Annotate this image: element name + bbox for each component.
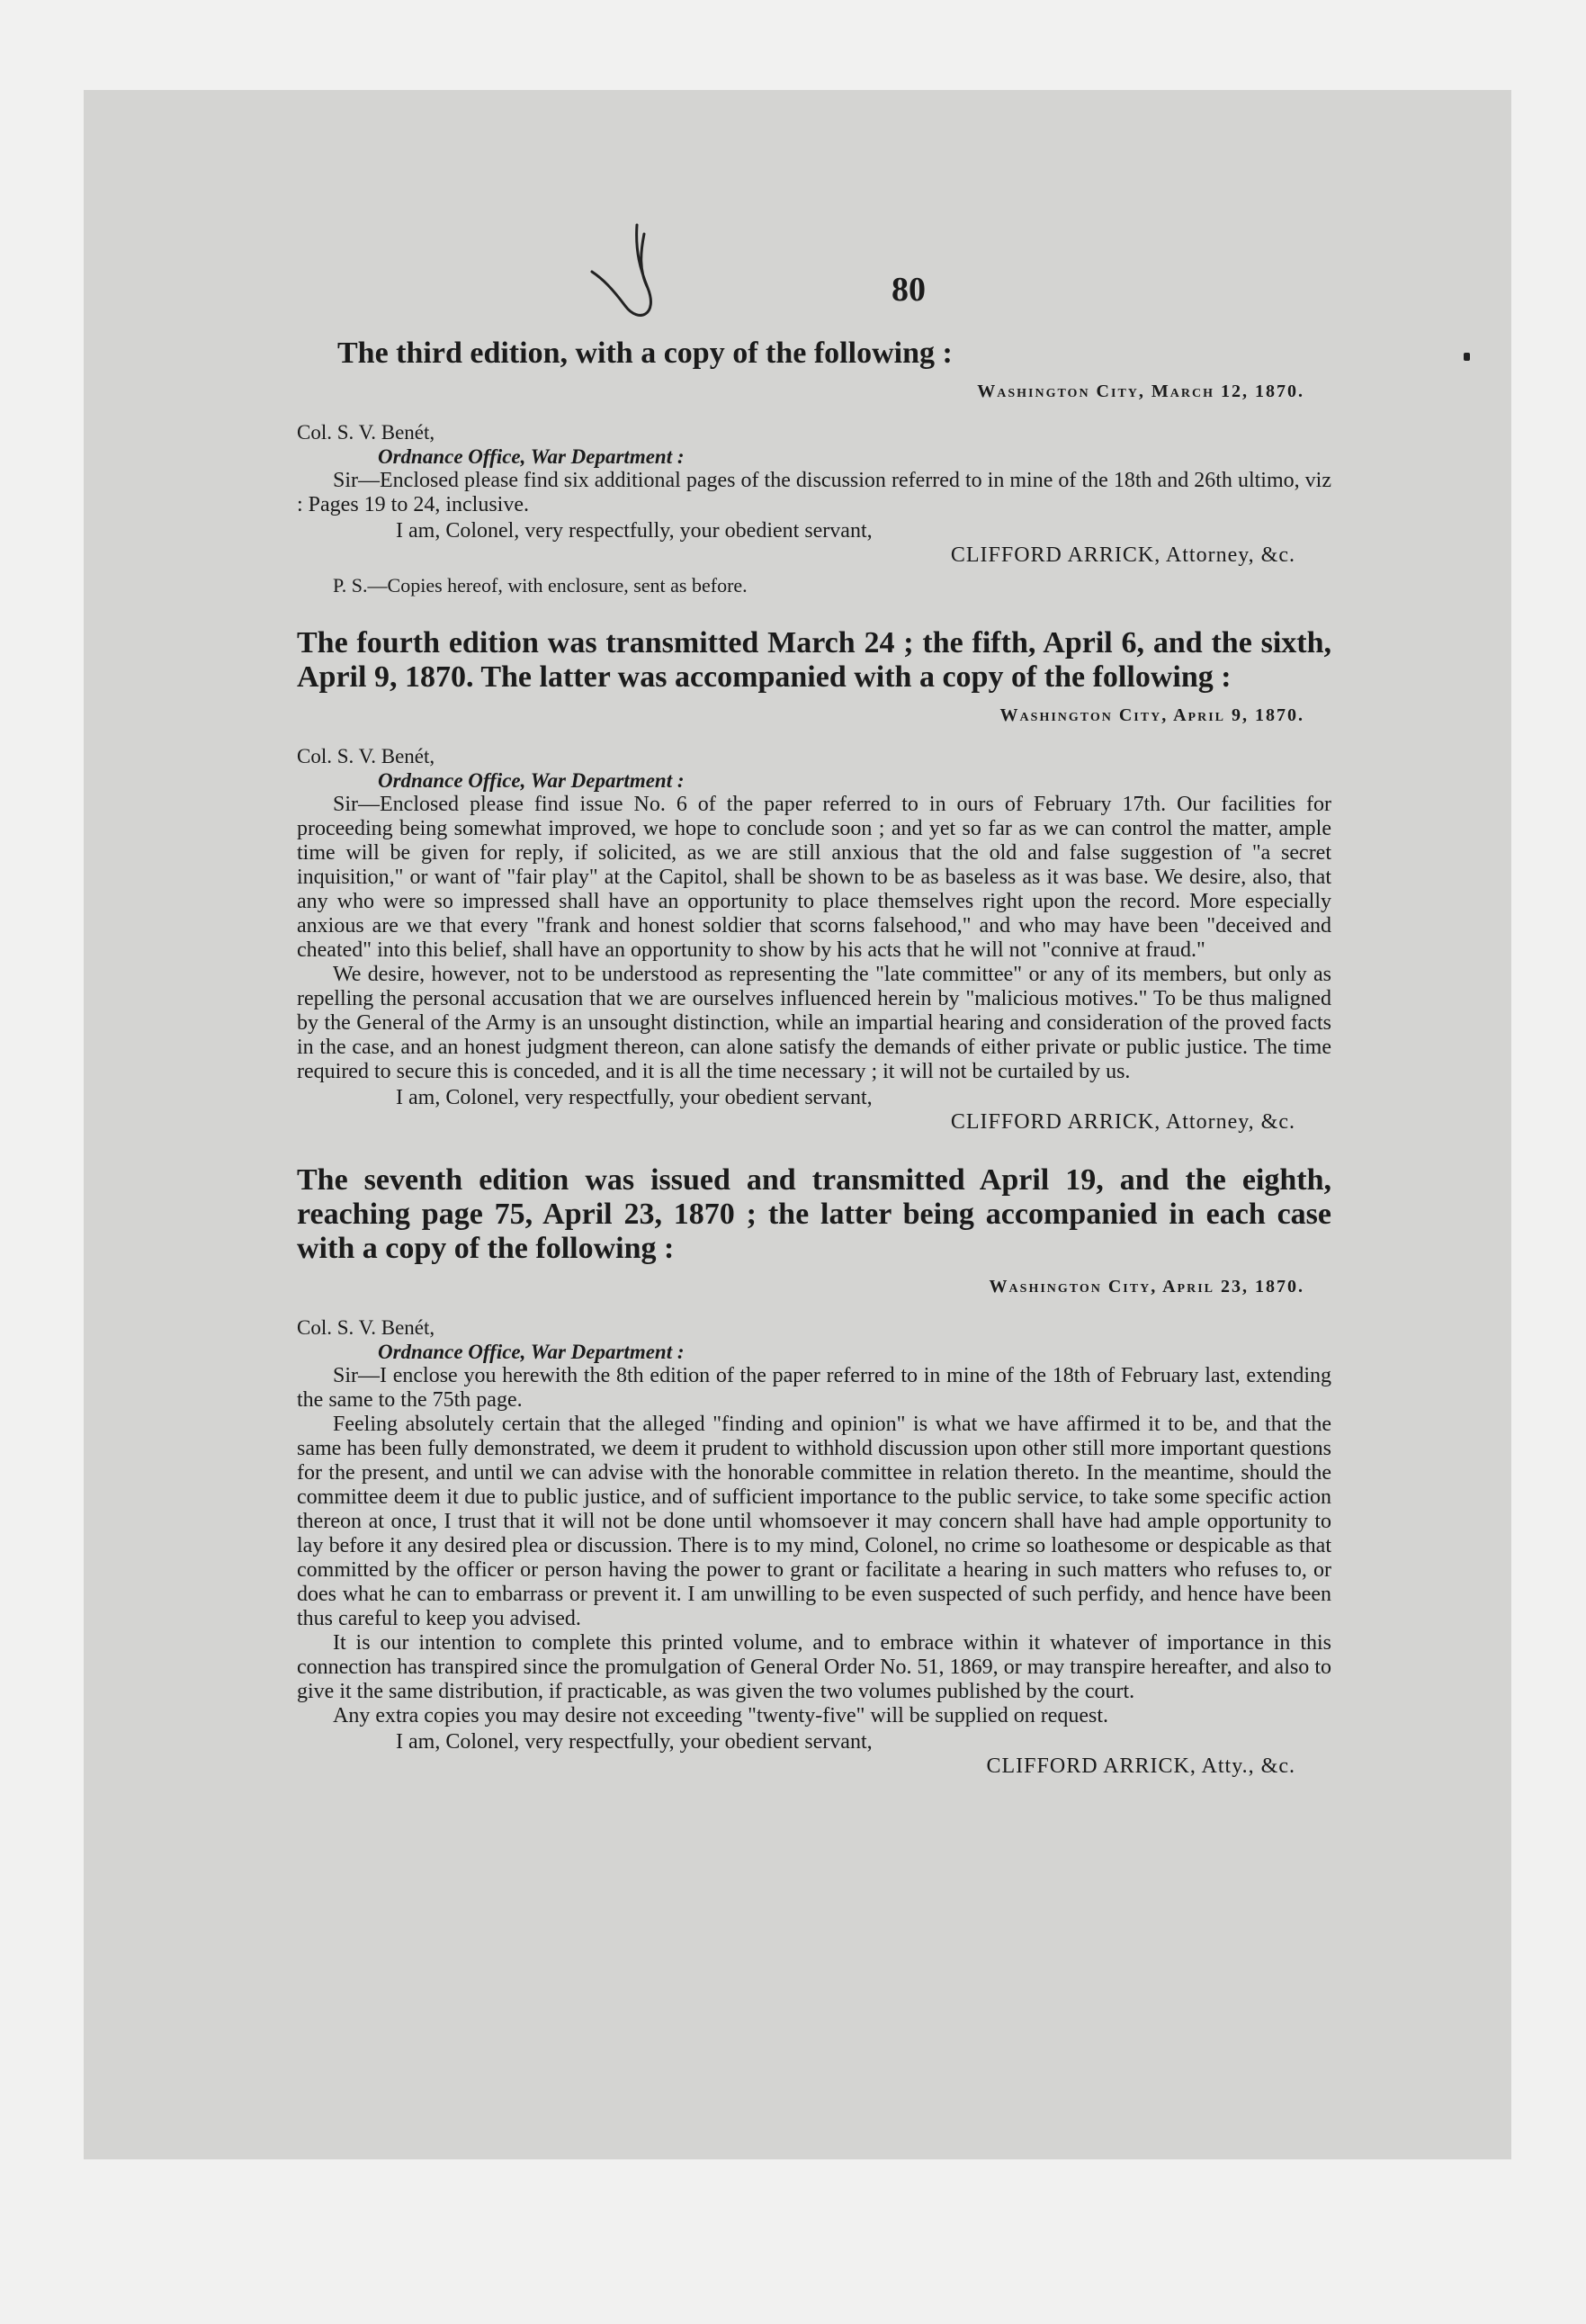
section3-body-1: Sir—I enclose you herewith the 8th edition of the paper referred to in mine of the 18th of February last, extending the same to the 75th page. (297, 1364, 1331, 1412)
section2-body-1: Sir—Enclosed please find issue No. 6 of the paper referred to in ours of February 17th. Our facilities for proceeding being somewhat improved, we hope to conclude soon ; and yet so far as we can control the matter, ample time will be given for reply, if solicited, as we are still anxious that the old and false suggestion of "a secret inquisition," or want of "fair play" at the Capitol, shall be shown to be as baseless as it was base. We desire, also, that any who were so impressed shall have an opportunity to place themselves right upon the record. More especially anxious are we that every "frank and honest soldier that scorns falsehood," and who may have been "deceived and cheated" into this belief, shall have an opportunity to show by his acts that he will not "connive at fraud." (297, 793, 1331, 962)
section3-signature: CLIFFORD ARRICK, Atty., &c. (986, 1754, 1295, 1778)
section3-body-3: It is our intention to complete this printed volume, and to embrace within it whatever of importance in this connection has transpired since the promulgation of General Order No. 51, 1869, or may transpire hereafter, and also to give it the same distribution, if practicable, as was given the two volumes published by the court. (297, 1631, 1331, 1703)
section3-body-4: Any extra copies you may desire not exceeding "twenty-five" will be supplied on request. (333, 1704, 1109, 1727)
page-content (297, 270, 1331, 1779)
section1-signature: CLIFFORD ARRICK, Attorney, &c. (950, 543, 1295, 567)
section2-dateline: Washington City, April 9, 1870. (999, 705, 1304, 725)
section1-addressee: Col. S. V. Benét, (297, 421, 435, 444)
section2-signature: CLIFFORD ARRICK, Attorney, &c. (950, 1110, 1295, 1134)
section2-closing: I am, Colonel, very respectfully, your obedient servant, (396, 1086, 873, 1109)
section3-closing: I am, Colonel, very respectfully, your obedient servant, (396, 1730, 873, 1754)
section2-body-2: We desire, however, not to be understood as representing the "late committee" or any of its members, but only as repelling the personal accusation that we are ourselves influenced herein by "malicious motives." To be thus maligned by the General of the Army is an unsought distinction, while an impartial hearing and consideration of the proved facts in the case, and an honest judgment thereon, can alone satisfy the demands of either private or public justice. The time required to secure this is conceded, and it is all the time necessary ; it will not be curtailed by us. (297, 963, 1331, 1083)
section3-body-2: Feeling absolutely certain that the alleged "finding and opinion" is what we have affirmed it to be, and that the same has been fully demonstrated, we deem it prudent to withhold discussion upon other still more important questions for the present, and until we can advise with the honorable committee in relation thereto. In the meantime, should the committee deem it due to public justice, and of sufficient importance to the public service, to take some specific action thereon at once, I trust that it will not be done until whomsoever it may concern shall have had ample opportunity to lay before it any desired plea or discussion. There is to my mind, Colonel, no crime so loathesome or despicable as that committed by the officer or person having the power to grant or facilitate a hearing in such matters who refuses to, or does what he can to embarrass or prevent it. I am unwilling to be even suspected of such perfidy, and hence have been thus careful to keep you advised. (297, 1413, 1331, 1630)
ink-mark (1464, 353, 1470, 361)
section2-addressee: Col. S. V. Benét, (297, 745, 435, 767)
section2-office: Ordnance Office, War Department : (378, 769, 685, 792)
section3-office: Ordnance Office, War Department : (378, 1341, 685, 1363)
section3-dateline: Washington City, April 23, 1870. (989, 1277, 1304, 1297)
section2-intro: The fourth edition was transmitted March 24 ; the fifth, April 6, and the sixth, April 9, 1870. The latter was accompanied with a copy of the following : (297, 626, 1331, 694)
page-number: 80 (892, 271, 926, 309)
section1-closing: I am, Colonel, very respectfully, your obedient servant, (396, 519, 873, 543)
section1-body: Sir—Enclosed please find six additional pages of the discussion referred to in mine of the 18th and 26th ultimo, viz : Pages 19 to 24, inclusive. (297, 469, 1331, 516)
section1-dateline: Washington City, March 12, 1870. (977, 381, 1304, 401)
section3-intro: The seventh edition was issued and transmitted April 19, and the eighth, reaching page 75, April 23, 1870 ; the latter being accompanied in each case with a copy of the following : (297, 1163, 1331, 1265)
section1-postscript: P. S.—Copies hereof, with enclosure, sent as before. (333, 574, 748, 597)
section3-addressee: Col. S. V. Benét, (297, 1316, 435, 1339)
section1-office: Ordnance Office, War Department : (378, 445, 685, 468)
section1-intro: The third edition, with a copy of the following : (337, 336, 953, 370)
